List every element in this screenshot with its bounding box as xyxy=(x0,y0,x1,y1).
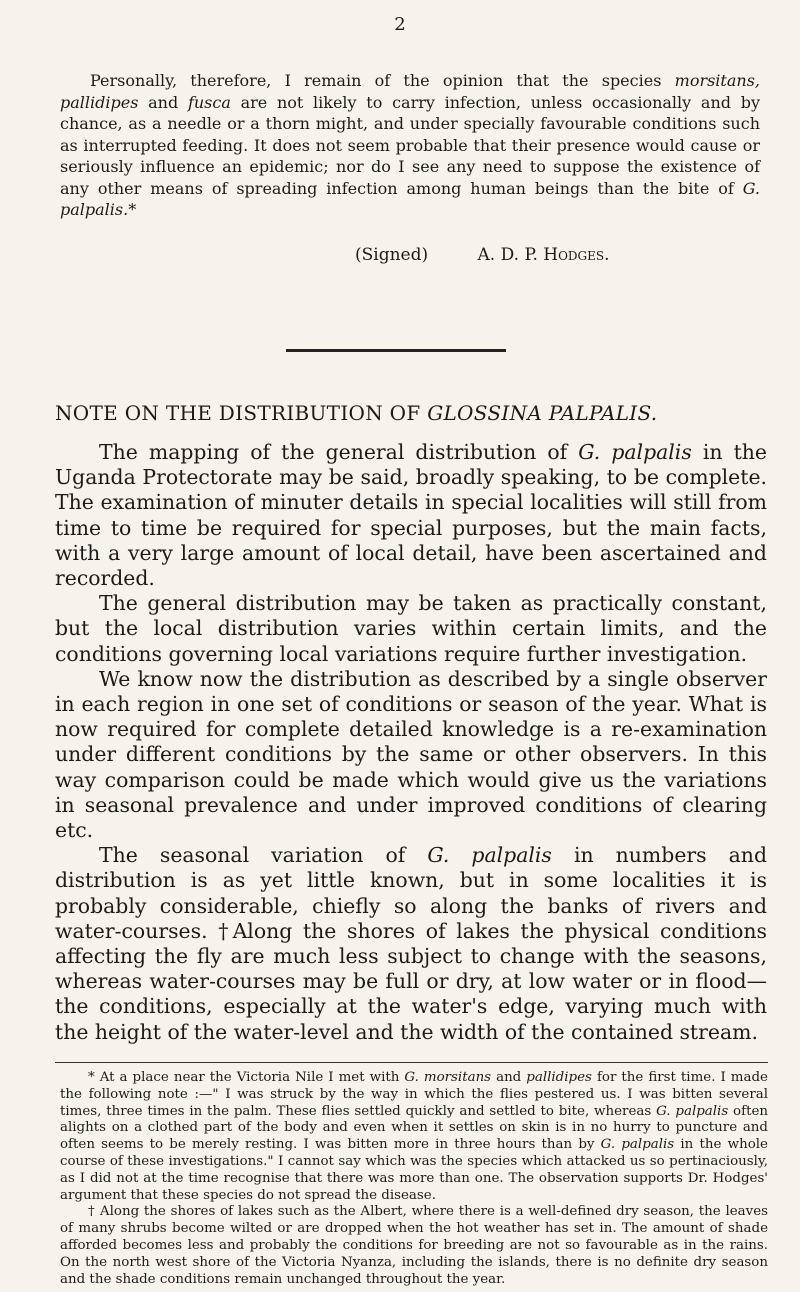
section-divider xyxy=(286,349,506,352)
footnote-rule xyxy=(55,1062,768,1063)
section-heading: NOTE ON THE DISTRIBUTION OF GLOSSINA PALPALIS. xyxy=(55,401,658,425)
paragraph-general-distribution: The general distribution may be taken as practically constant, but the local distribution varies within certain limits, and the conditions governing local variations require further investigation. xyxy=(55,591,767,666)
closing-paragraph: Personally, therefore, I remain of the opinion that the species morsitans, pallidipes and fusca are not likely to carry infection, unless occasionally and by chance, as a needle or a thorn might, and under specially favourable conditions such as interrupted feeding. It does not seem probable that their presence would cause or seriously influence an epidemic; nor do I see any need to suppose the existence of any other means of spreading infection among human beings than the bite of G. palpalis.* xyxy=(60,71,760,219)
paragraph-observers: We know now the distribution as described by a single observer in each region in one set of conditions or season of the year. What is now required for complete detailed knowledge is a re-examination under different conditions by the same or other observers. In this way comparison could be made which would give us the variations in seasonal prevalence and under improved conditions of clearing etc. xyxy=(55,666,767,843)
page-number: 2 xyxy=(394,14,406,35)
signature xyxy=(355,245,755,265)
footnote-asterisk: * At a place near the Victoria Nile I met with G. morsitans and pallidipes for the first time. I made the following note :—" I was struck by the way in which the flies pestered us. I was bitten several times, three times in the palm. These flies settled quickly and settled to bite, whereas G. palpalis often alights on a clothed part of the body and even when it settles on skin is in no hurry to puncture and often seems to be merely resting. I was bitten more in three hours than by G. palpalis in the whole course of these investigations." I cannot say which was the species which attacked us so pertinaciously, as I did not at the time recognise that there was more than one. The observation supports Dr. Hodges' argument that these species do not spread the disease. xyxy=(60,1070,768,1203)
main-body xyxy=(55,440,767,1045)
footnotes xyxy=(60,1070,768,1288)
signature-name: A. D. P. Hodges. xyxy=(477,245,610,265)
paragraph-seasonal-variation: The seasonal variation of G. palpalis in numbers and distribution is as yet little known, but in some localities it is probably considerable, chiefly so along the banks of rivers and water-courses. †Along the shores of lakes the physical conditions affecting the fly are much less subject to change with the seasons, whereas water-courses may be full or dry, at low water or in flood—the conditions, especially at the water's edge, varying much with the height of the water-level and the width of the contained stream. xyxy=(55,843,767,1044)
footnote-dagger: † Along the shores of lakes such as the Albert, where there is a well-defined dry season, the leaves of many shrubs become wilted or are dropped when the hot weather has set in. The amount of shade afforded becomes less and probably the conditions for breeding are not so favourable as in the rains. On the north west shore of the Victoria Nyanza, including the islands, there is no definite dry season and the shade conditions remain unchanged throughout the year. xyxy=(60,1204,768,1287)
paragraph-mapping: The mapping of the general distribution of G. palpalis in the Uganda Protectorate may be said, broadly speaking, to be complete. The examination of minuter details in special localities will still from time to time be required for special purposes, but the main facts, with a very large amount of local detail, have been ascertained and recorded. xyxy=(55,440,767,591)
signature-label: (Signed) xyxy=(355,245,429,265)
